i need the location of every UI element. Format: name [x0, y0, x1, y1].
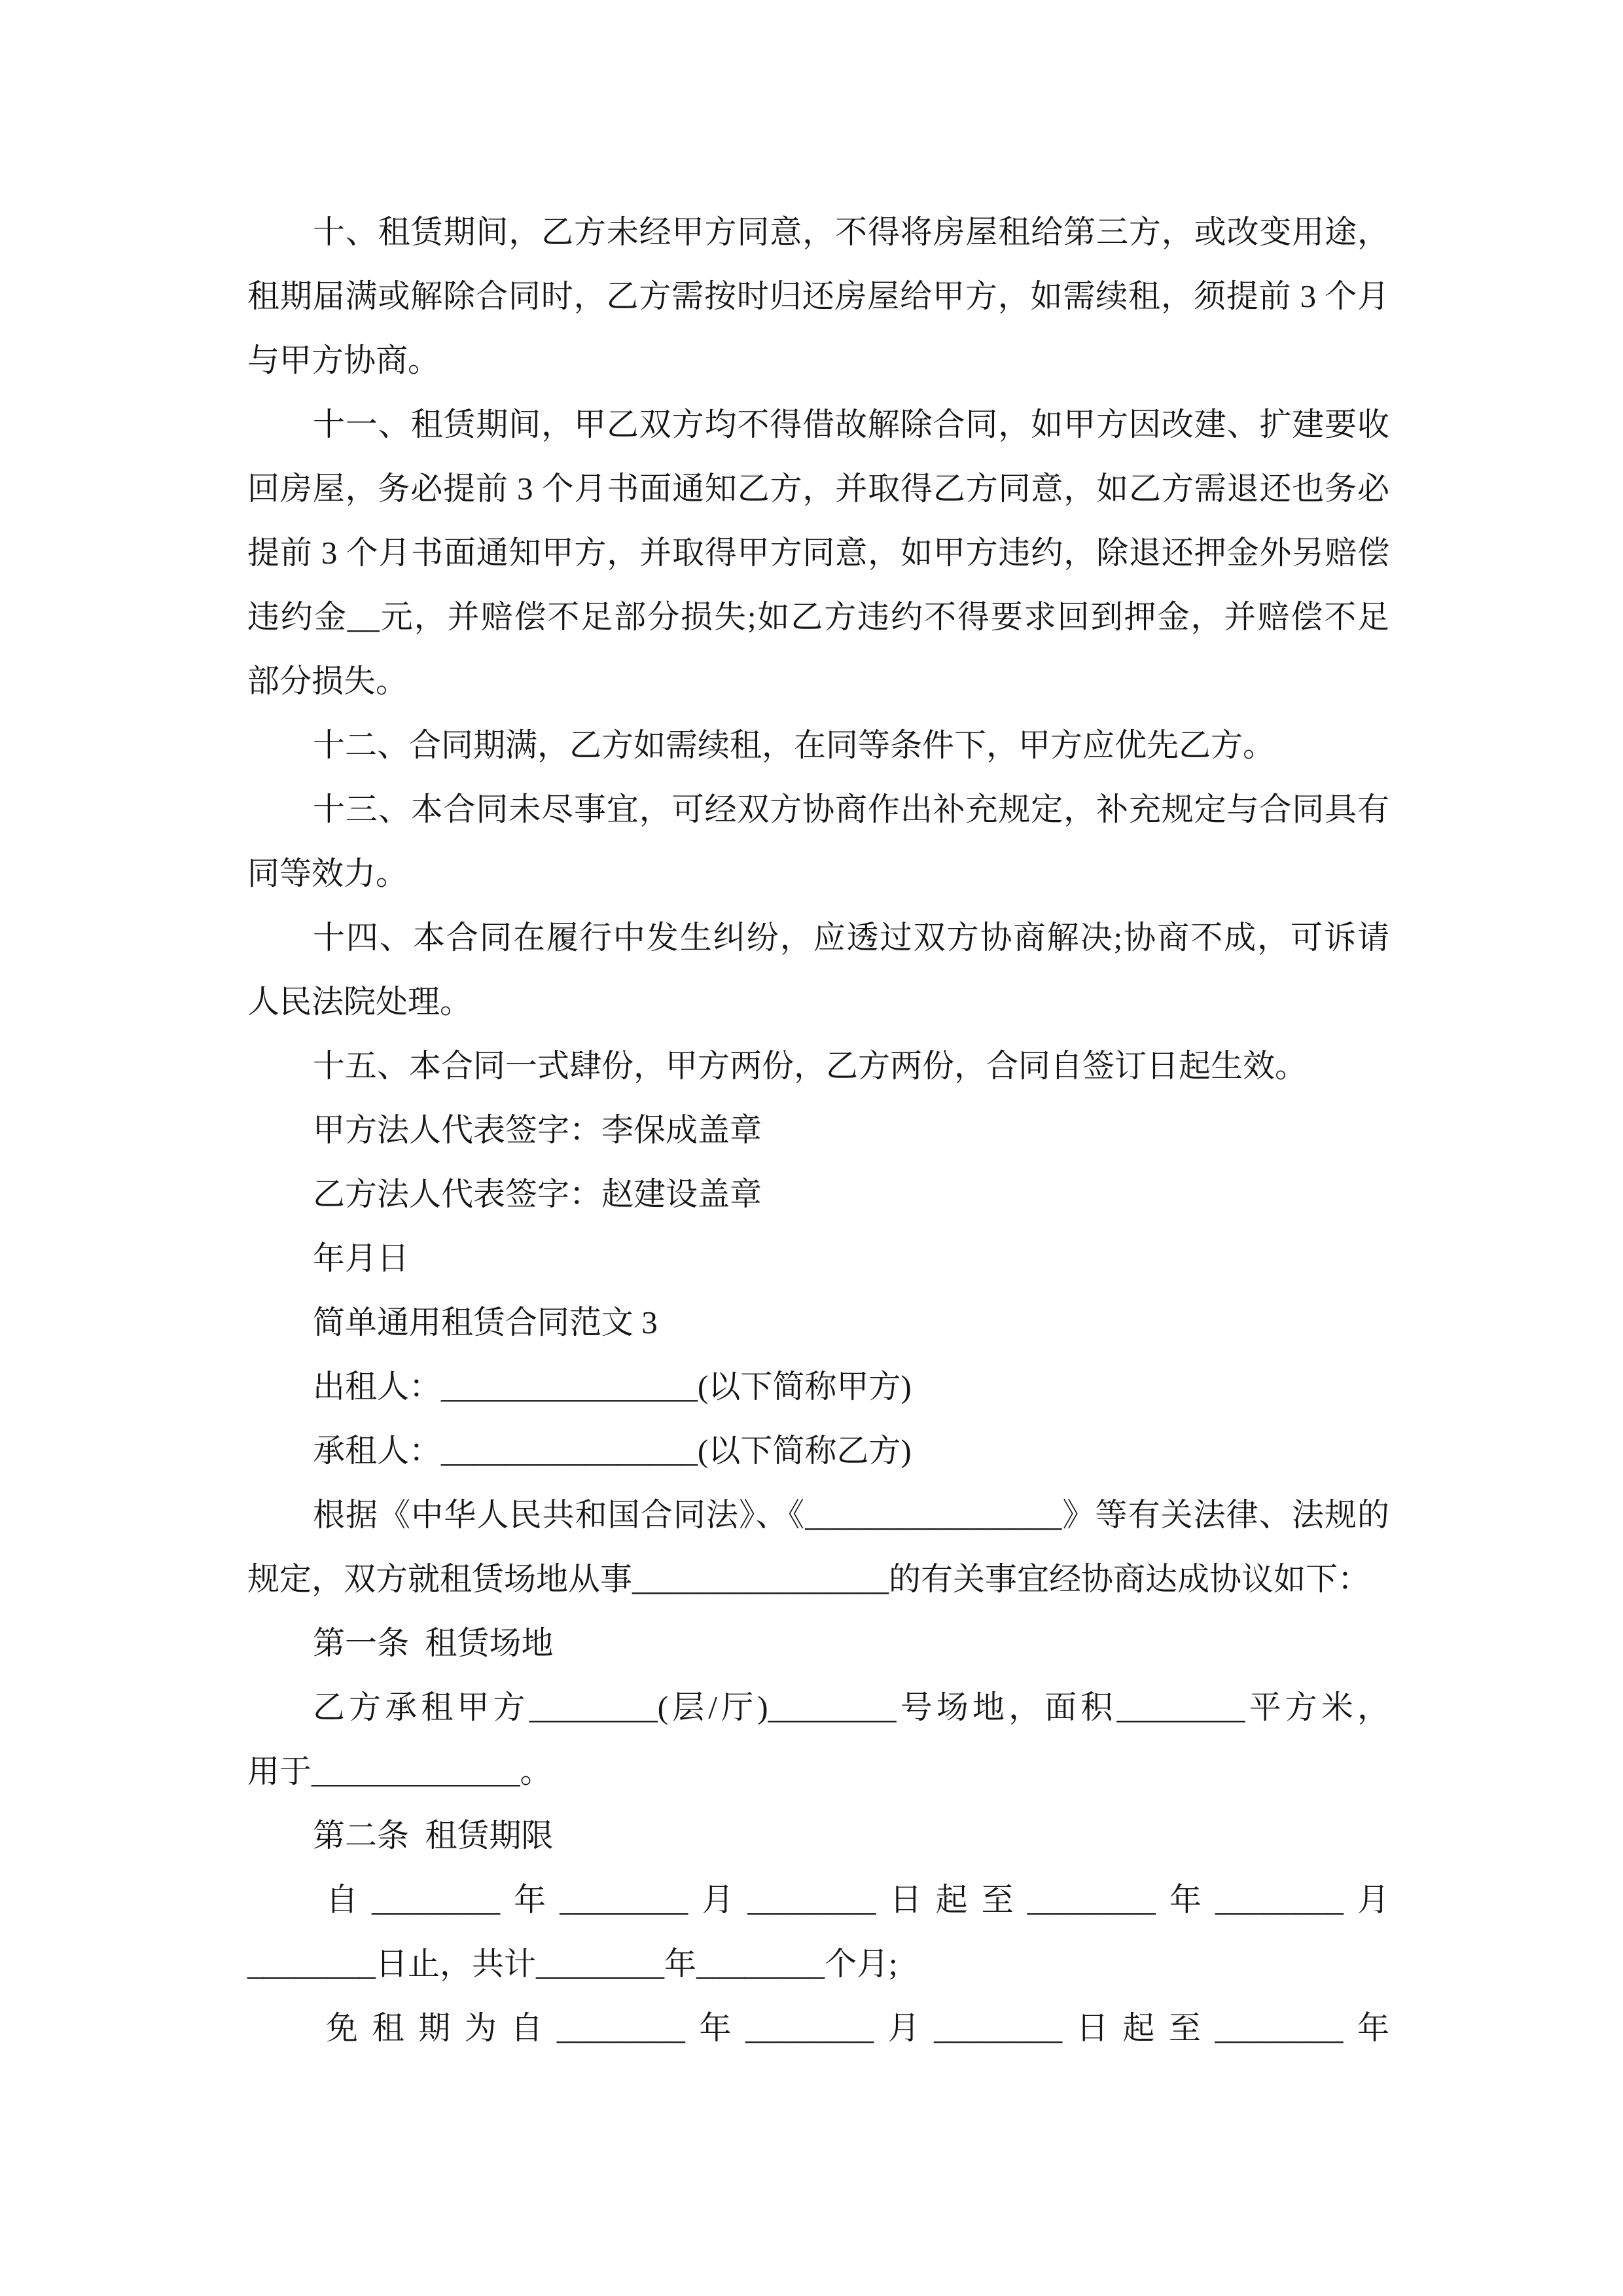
clause-11-line-3: 提前 3 个月书面通知甲方，并取得甲方同意，如甲方违约，除退还押金外另赔偿	[247, 535, 1389, 571]
template-title: 简单通用租赁合同范文 3	[313, 1304, 658, 1340]
clause-13	[247, 778, 1389, 906]
clause-10-line-1: 十、租赁期间，乙方未经甲方同意，不得将房屋租给第三方，或改变用途，	[313, 214, 1389, 250]
clause-11-line-5: 部分损失。	[247, 663, 408, 699]
document-body	[247, 200, 1389, 2060]
clause-10-line-2: 租期届满或解除合同时，乙方需按时归还房屋给甲方，如需续租，须提前 3 个月	[247, 278, 1389, 314]
lessee-line: 承租人：________________(以下简称乙方)	[313, 1433, 912, 1469]
article-1-line-1: 乙方承租甲方________(层/厅)________号场地，面积________平方米，	[313, 1689, 1389, 1725]
clause-10-line-3: 与甲方协商。	[247, 342, 440, 378]
lease-term-line-1: 自________年________月________日起至________年________月	[326, 1882, 1389, 1918]
clause-14	[247, 906, 1389, 1034]
lessor-line: 出租人：________________(以下简称甲方)	[313, 1369, 912, 1405]
lease-term-line-2: ________日止，共计________年________个月;	[247, 1946, 898, 1982]
clause-14-line-2: 人民法院处理。	[247, 984, 473, 1020]
preamble-line-1: 根据《中华人民共和国合同法》、《________________》等有关法律、法规的	[313, 1497, 1389, 1533]
clause-10	[247, 200, 1389, 393]
clause-11-line-1: 十一、租赁期间，甲乙双方均不得借故解除合同，如甲方因改建、扩建要收	[313, 406, 1389, 442]
article-1-line-2: 用于_____________。	[247, 1753, 552, 1789]
party-a-signature: 甲方法人代表签字：李保成盖章	[313, 1112, 762, 1148]
article-2-heading: 第二条 租赁期限	[313, 1818, 554, 1854]
clause-12	[247, 713, 1389, 778]
clause-13-line-1: 十三、本合同未尽事宜，可经双方协商作出补充规定，补充规定与合同具有	[313, 791, 1389, 827]
preamble	[247, 1483, 1389, 1611]
clause-11-line-4: 违约金__元，并赔偿不足部分损失;如乙方违约不得要求回到押金，并赔偿不足	[247, 599, 1389, 635]
clause-11-line-2: 回房屋，务必提前 3 个月书面通知乙方，并取得乙方同意，如乙方需退还也务必	[247, 471, 1389, 507]
preamble-line-2: 规定，双方就租赁场地从事________________的有关事宜经协商达成协议如下：	[247, 1561, 1370, 1597]
article-2	[247, 1804, 1389, 2060]
rent-free-line-1: 免租期为自________年________月________日起至________年	[326, 2010, 1389, 2046]
article-1	[247, 1611, 1389, 1804]
template-3	[247, 1291, 1389, 2060]
article-1-heading: 第一条 租赁场地	[313, 1625, 554, 1661]
clause-15-line-1: 十五、本合同一式肆份，甲方两份，乙方两份，合同自签订日起生效。	[313, 1048, 1308, 1084]
signature-block	[247, 1098, 1389, 1291]
party-b-signature: 乙方法人代表签字：赵建设盖章	[313, 1176, 762, 1212]
clause-12-line-1: 十二、合同期满，乙方如需续租，在同等条件下，甲方应优先乙方。	[313, 727, 1275, 763]
signature-date: 年月日	[313, 1240, 410, 1276]
clause-11	[247, 393, 1389, 713]
clause-15	[247, 1034, 1389, 1098]
clause-14-line-1: 十四、本合同在履行中发生纠纷，应透过双方协商解决;协商不成，可诉请	[313, 920, 1389, 956]
clause-13-line-2: 同等效力。	[247, 855, 408, 891]
